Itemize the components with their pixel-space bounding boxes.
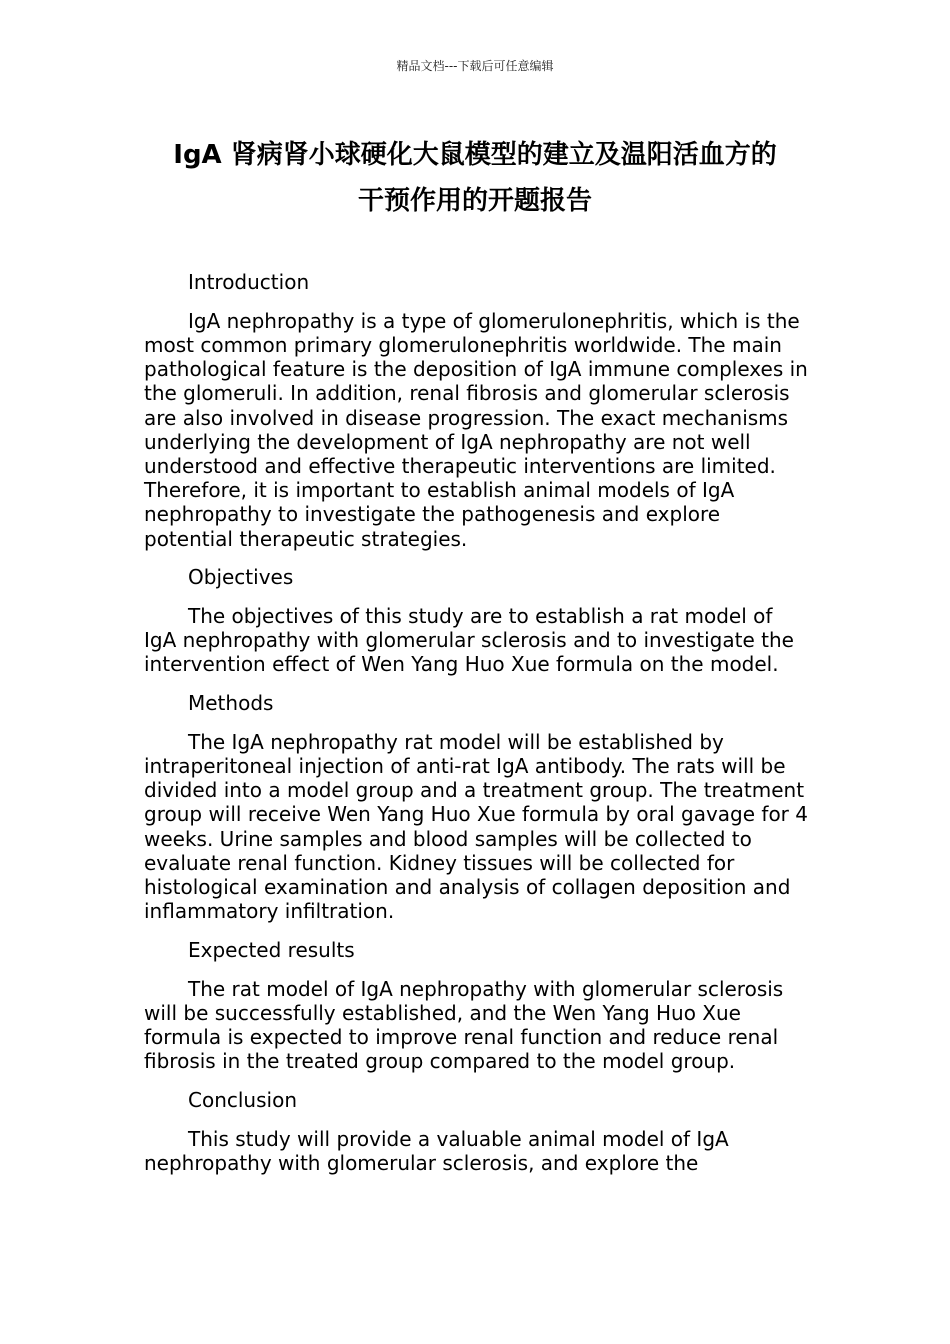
title-line-1: IgA 肾病肾小球硬化大鼠模型的建立及温阳活血方的	[173, 140, 777, 170]
paragraph-methods: The IgA nephropathy rat model will be established by intraperitoneal injection of anti-rat IgA antibody. The rats will be divided into a model group and a treatment group. The treatment group will receive Wen Yang Huo Xue formula by oral gavage for 4 weeks. Urine samples and blood samples will be collected to evaluate renal function. Kidney tissues will be collected for histological examination and analysis of collagen deposition and inflammatory infiltration.	[144, 729, 808, 924]
section-heading-objectives: Objectives	[188, 565, 294, 590]
title-line-2: 干预作用的开题报告	[357, 186, 592, 216]
paragraph-expected-results: The rat model of IgA nephropathy with glomerular sclerosis will be successfully established, and the Wen Yang Huo Xue formula is expected to improve renal function and reduce renal fibrosis in the treated group compared to the model group.	[144, 976, 784, 1074]
section-heading-conclusion: Conclusion	[188, 1087, 297, 1112]
paragraph-conclusion: This study will provide a valuable animal model of IgA nephropathy with glomerular sclerosis, and explore the	[144, 1126, 729, 1175]
section-heading-introduction: Introduction	[188, 270, 310, 294]
section-heading-methods: Methods	[188, 691, 274, 716]
document-title	[100, 132, 850, 224]
document-body	[144, 270, 808, 1190]
header-note: 精品文档---下载后可任意编辑	[396, 59, 554, 73]
paragraph-objectives: The objectives of this study are to establish a rat model of IgA nephropathy with glomerular sclerosis and to investigate the intervention effect of Wen Yang Huo Xue formula on the model.	[144, 603, 794, 677]
paragraph-introduction: IgA nephropathy is a type of glomerulonephritis, which is the most common primary glomerulonephritis worldwide. The main pathological feature is the deposition of IgA immune complexes in the glomeruli. In addition, renal fibrosis and glomerular sclerosis are also involved in disease progression. The exact mechanisms underlying the development of IgA nephropathy are not well understood and effective therapeutic interventions are limited. Therefore, it is important to establish animal models of IgA nephropathy to investigate the pathogenesis and explore potential therapeutic strategies.	[144, 308, 808, 551]
section-heading-expected-results: Expected results	[188, 937, 355, 962]
